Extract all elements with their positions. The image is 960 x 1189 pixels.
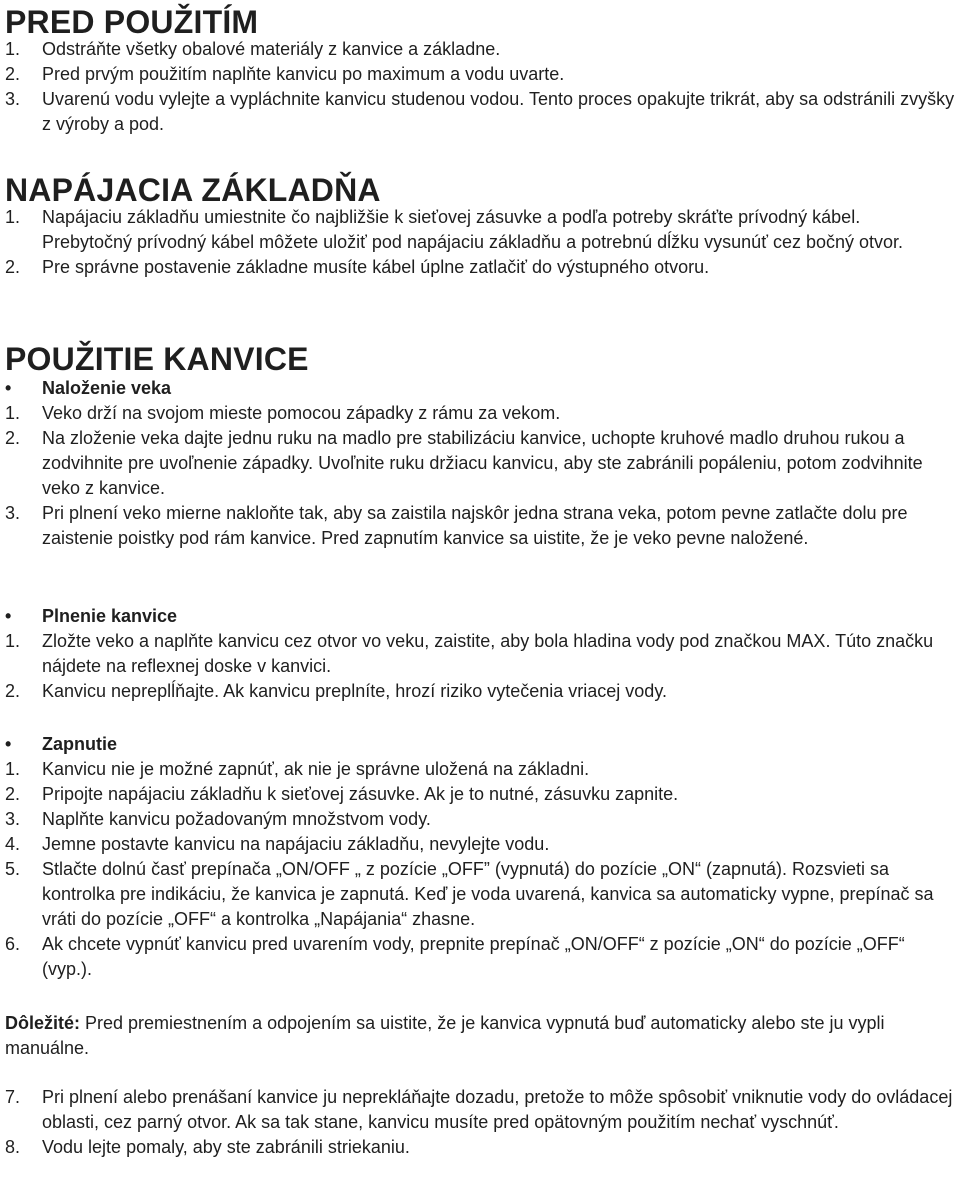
list-item: [5, 37, 955, 62]
item-text: Uvarenú vodu vylejte a vypláchnite kanvicu studenou vodou. Tento proces opakujte trikrát, aby sa odstránili zvyšky z výroby a pod.: [42, 89, 955, 134]
item-number: 1.: [5, 403, 21, 423]
section-title-napajacia-zakladna: NAPÁJACIA ZÁKLADŇA: [5, 172, 381, 208]
napajacia-zakladna-list: [5, 205, 955, 280]
subsection-heading-text: Zapnutie: [42, 734, 117, 754]
item-text: Pred prvým použitím naplňte kanvicu po maximum a vodu uvarte.: [42, 64, 565, 84]
list-item: [5, 679, 955, 704]
item-number: 8.: [5, 1137, 21, 1157]
item-text: Kanvicu nie je možné zapnúť, ak nie je správne uložená na základni.: [42, 759, 590, 779]
list-item: [5, 629, 955, 679]
section-title-pouzitie-kanvice: POUŽITIE KANVICE: [5, 341, 309, 377]
list-item: [5, 87, 955, 137]
item-number: 2.: [5, 64, 21, 84]
item-text: Stlačte dolnú časť prepínača „ON/OFF „ z pozície „OFF” (vypnutá) do pozície „ON“ (zapnutá). Rozsvieti sa kontrolka pre indikáciu, že kanvica je zapnutá. Keď je voda uvarená, kanvica sa automaticky vypne, prepínač sa vráti do pozície „OFF“ a kontrolka „Napájania“ zhasne.: [42, 859, 934, 929]
item-text: Na zloženie veka dajte jednu ruku na madlo pre stabilizáciu kanvice, uchopte kruhové madlo druhou rukou a zodvihnite pre uvoľnenie západky. Uvoľnite ruku držiacu kanvicu, aby ste zabránili popáleniu, potom zodvihnite veko z kanvice.: [42, 428, 923, 498]
subsection-zapnutie: [5, 732, 955, 982]
pred-pouzitim-list: [5, 37, 955, 137]
subsection-plnenie-kanvice: [5, 604, 955, 704]
list-item: [5, 501, 955, 551]
item-text: Jemne postavte kanvicu na napájaciu základňu, nevylejte vodu.: [42, 834, 550, 854]
item-text: Pri plnení alebo prenášaní kanvice ju neprekláňajte dozadu, pretože to môže spôsobiť vniknutie vody do ovládacej oblasti, cez parný otvor. Ak sa tak stane, kanvicu musíte pred opätovným použitím nechať vyschnúť.: [42, 1087, 953, 1132]
list-item: [5, 1135, 955, 1160]
additional-steps-list: [5, 1085, 955, 1160]
item-number: 1.: [5, 631, 21, 651]
item-number: 3.: [5, 809, 21, 829]
list-item: [5, 832, 955, 857]
important-note: [5, 1011, 955, 1061]
list-item: [5, 62, 955, 87]
item-number: 2.: [5, 784, 21, 804]
nalozenie-veka-list: [5, 401, 955, 551]
subsection-heading: [5, 732, 955, 757]
important-note-lead: Dôležité:: [5, 1013, 81, 1033]
item-number: 1.: [5, 207, 21, 227]
item-number: 6.: [5, 934, 21, 954]
list-item: [5, 401, 955, 426]
section-title-pred-pouzitim: PRED POUŽITÍM: [5, 4, 259, 40]
item-number: 2.: [5, 681, 21, 701]
plnenie-kanvice-list: [5, 629, 955, 704]
bullet-icon: •: [5, 378, 12, 398]
item-number: 2.: [5, 428, 21, 448]
subsection-heading-text: Naloženie veka: [42, 378, 172, 398]
important-note-text: Pred premiestnením a odpojením sa uistite, že je kanvica vypnutá buď automaticky alebo ste ju vypli manuálne.: [5, 1013, 885, 1058]
item-text: Napájaciu základňu umiestnite čo najbližšie k sieťovej zásuvke a podľa potreby skráťte prívodný kábel. Prebytočný prívodný kábel môžete uložiť pod napájaciu základňu a potrebnú dĺžku vysunúť cez bočný otvor.: [42, 207, 904, 252]
item-number: 5.: [5, 859, 21, 879]
item-number: 1.: [5, 759, 21, 779]
item-text: Pripojte napájaciu základňu k sieťovej zásuvke. Ak je to nutné, zásuvku zapnite.: [42, 784, 679, 804]
item-text: Vodu lejte pomaly, aby ste zabránili striekaniu.: [42, 1137, 410, 1157]
item-text: Naplňte kanvicu požadovaným množstvom vody.: [42, 809, 431, 829]
item-text: Odstráňte všetky obalové materiály z kanvice a základne.: [42, 39, 501, 59]
list-item: [5, 255, 955, 280]
bullet-icon: •: [5, 734, 12, 754]
item-number: 4.: [5, 834, 21, 854]
item-number: 3.: [5, 503, 21, 523]
list-item: [5, 205, 955, 255]
zapnutie-list: [5, 757, 955, 982]
item-text: Veko drží na svojom mieste pomocou západky z rámu za vekom.: [42, 403, 561, 423]
item-text: Zložte veko a naplňte kanvicu cez otvor vo veku, zaistite, aby bola hladina vody pod značkou MAX. Túto značku nájdete na reflexnej doske v kanvici.: [42, 631, 934, 676]
list-item: [5, 807, 955, 832]
subsection-nalozenie-veka: [5, 376, 955, 551]
list-item: [5, 426, 955, 501]
bullet-icon: •: [5, 606, 12, 626]
item-text: Ak chcete vypnúť kanvicu pred uvarením vody, prepnite prepínač „ON/OFF“ z pozície „ON“ do pozície „OFF“ (vyp.).: [42, 934, 905, 979]
item-text: Kanvicu nepreplĺňajte. Ak kanvicu preplníte, hrozí riziko vytečenia vriacej vody.: [42, 681, 667, 701]
item-number: 2.: [5, 257, 21, 277]
list-item: [5, 1085, 955, 1135]
subsection-heading: [5, 604, 955, 629]
item-number: 7.: [5, 1087, 21, 1107]
subsection-heading: [5, 376, 955, 401]
item-text: Pre správne postavenie základne musíte kábel úplne zatlačiť do výstupného otvoru.: [42, 257, 710, 277]
item-number: 3.: [5, 89, 21, 109]
list-item: [5, 857, 955, 932]
list-item: [5, 932, 955, 982]
list-item: [5, 757, 955, 782]
item-text: Pri plnení veko mierne nakloňte tak, aby sa zaistila najskôr jedna strana veka, potom pevne zatlačte dolu pre zaistenie poistky pod rám kanvice. Pred zapnutím kanvice sa uistite, že je veko pevne naložené.: [42, 503, 908, 548]
list-item: [5, 782, 955, 807]
subsection-heading-text: Plnenie kanvice: [42, 606, 178, 626]
item-number: 1.: [5, 39, 21, 59]
